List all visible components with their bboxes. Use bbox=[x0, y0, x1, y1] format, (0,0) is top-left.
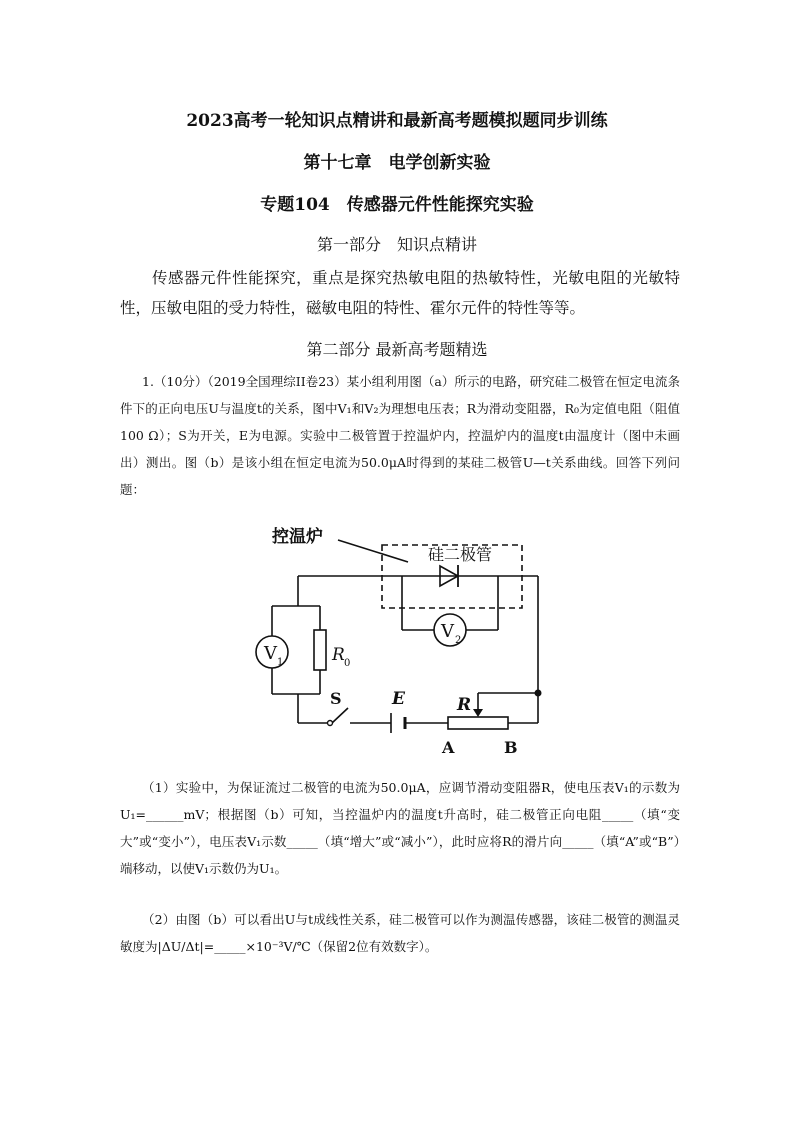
rheostat-label: R bbox=[457, 695, 472, 715]
question-1-stem: 1.（10分）（2019全国理综II卷23）某小组利用图（a）所示的电路，研究硅二极管在恒定电流条件下的正向电压U与温度t的关系，图中V₁和V₂为理想电压表；R为滑动变阻器，R₀为定值电阻（阻值100 Ω）；S为开关，E为电源。实验中二极管置于控温炉内，控温炉内的温度t由温度计（图中未画出）测出。图（b）是该小组在恒定电流为50.0μA时得到的某硅二极管U—t关系曲线。回答下列问题： bbox=[120, 374, 680, 497]
furnace-label: 控温炉 bbox=[272, 527, 323, 547]
v2-subscript: 2 bbox=[455, 635, 462, 646]
intro-paragraph: 传感器元件性能探究，重点是探究热敏电阻的热敏特性，光敏电阻的光敏特性，压敏电阻的受力特性，磁敏电阻的特性、霍尔元件的特性等等。 bbox=[120, 269, 680, 317]
document-title: 2023高考一轮知识点精讲和最新高考题模拟题同步训练 bbox=[186, 111, 608, 131]
end-b-label: B bbox=[504, 738, 518, 757]
switch-label: S bbox=[330, 689, 342, 708]
part2-heading: 第二部分 最新高考题精选 bbox=[306, 340, 488, 359]
source-label: E bbox=[392, 689, 405, 709]
r0-subscript: 0 bbox=[344, 658, 351, 669]
v1-label: V bbox=[264, 643, 277, 664]
v1-subscript: 1 bbox=[277, 657, 284, 668]
question-1-part-2: （2）由图（b）可以看出U与t成线性关系，硅二极管可以作为测温传感器，该硅二极管的测温灵敏度为|ΔU/Δt|=_____×10⁻³V/℃（保留2位有效数字）。 bbox=[120, 912, 680, 954]
diode-label: 硅二极管 bbox=[428, 545, 493, 564]
part1-heading: 第一部分 知识点精讲 bbox=[316, 235, 477, 254]
chapter-heading: 第十七章 电学创新实验 bbox=[303, 153, 491, 173]
question-1-part-1: （1）实验中，为保证流过二极管的电流为50.0μA，应调节滑动变阻器R，使电压表V₁的示数为U₁=______mV；根据图（b）可知，当控温炉内的温度t升高时，硅二极管正向电阻_____（填“变大”或“变小”），电压表V₁示数_____（填“增大”或“减小”），此时应将R的滑片向_____（填“A”或“B”）端移动，以使V₁示数仍为U₁。 bbox=[120, 780, 680, 876]
topic-heading: 专题104 传感器元件性能探究实验 bbox=[260, 195, 534, 215]
v2-label: V bbox=[441, 621, 454, 642]
end-a-label: A bbox=[442, 738, 455, 757]
circuit-diagram bbox=[250, 518, 550, 763]
r0-label: R bbox=[332, 645, 345, 665]
